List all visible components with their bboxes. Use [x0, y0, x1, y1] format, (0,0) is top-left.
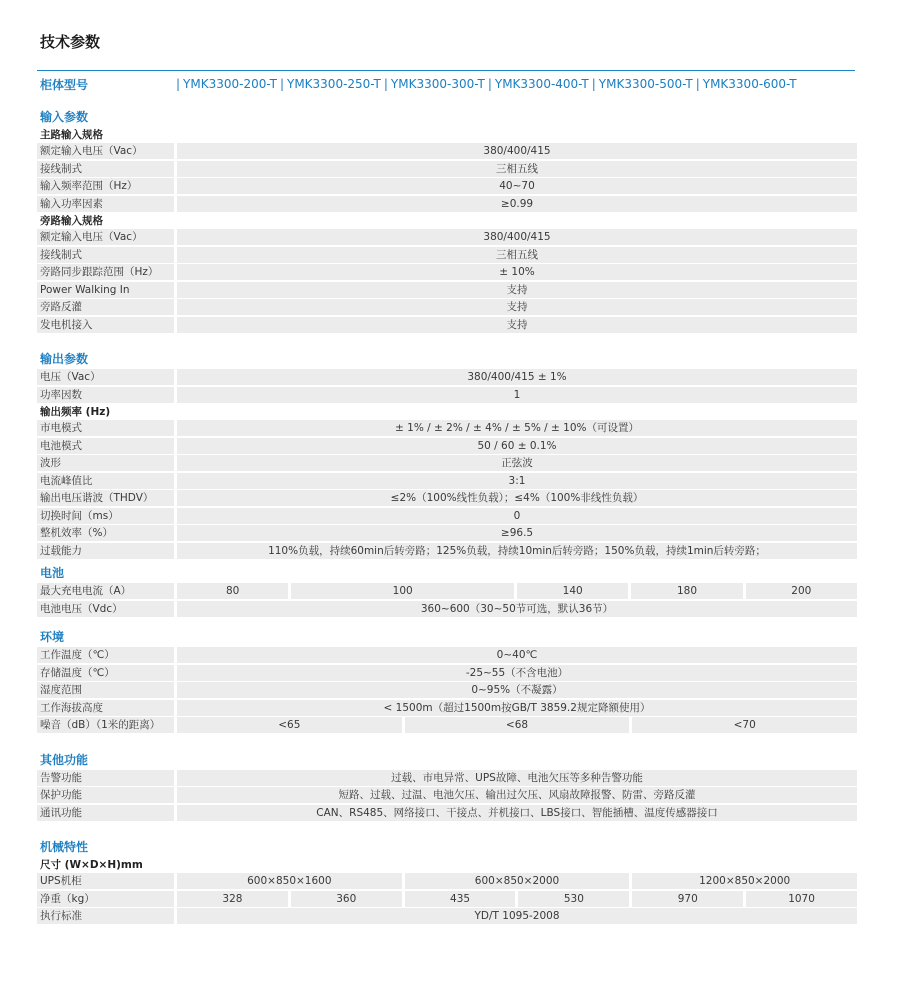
- spec-value: 1200×850×2000: [632, 873, 857, 889]
- spec-label: 噪音（dB）（1米的距离）: [37, 717, 174, 733]
- spec-label: 保护功能: [37, 787, 174, 803]
- spec-label: 切换时间（ms）: [37, 508, 174, 524]
- spec-row: [37, 583, 857, 599]
- subsection-title-dimensions: 尺寸 (W×D×H)mm: [40, 859, 143, 871]
- spec-value: 360: [291, 891, 402, 907]
- spec-value: 短路、过载、过温、电池欠压、输出过欠压、风扇故障报警、防雷、旁路反灌: [177, 787, 857, 803]
- spec-row: [37, 229, 857, 245]
- spec-row: [37, 601, 857, 617]
- spec-label: 发电机接入: [37, 317, 174, 333]
- spec-row: [37, 438, 857, 454]
- spec-value: < 1500m（超过1500m按GB/T 3859.2规定降额使用）: [177, 700, 857, 716]
- spec-value: 110%负载，持续60min后转旁路；125%负载，持续10min后转旁路；150%负载，持续1min后转旁路；: [177, 543, 857, 559]
- spec-value: ≥0.99: [177, 196, 857, 212]
- spec-label: 整机效率（%）: [37, 525, 174, 541]
- spec-value: ± 1% / ± 2% / ± 4% / ± 5% / ± 10%（可设置）: [177, 420, 857, 436]
- spec-label: 输出电压谐波（THDV）: [37, 490, 174, 506]
- spec-value: 180: [631, 583, 742, 599]
- spec-label: 通讯功能: [37, 805, 174, 821]
- section-title-input: 输入参数: [40, 110, 89, 124]
- spec-value: 200: [746, 583, 857, 599]
- model-header-row: [37, 70, 855, 97]
- subsection-title-bypass-input: 旁路输入规格: [40, 215, 103, 227]
- spec-table: [37, 108, 857, 926]
- spec-row: [37, 473, 857, 489]
- spec-row: [37, 508, 857, 524]
- spec-row: [37, 873, 857, 889]
- section-title-other-functions: 其他功能: [40, 752, 89, 767]
- spec-row: [37, 369, 857, 385]
- spec-row: [37, 161, 857, 177]
- spec-value: CAN、RS485、网络接口、干接点、并机接口、LBS接口、智能插槽、温度传感器接口: [177, 805, 857, 821]
- spec-row: [37, 525, 857, 541]
- spec-label: Power Walking In: [37, 282, 174, 298]
- spec-label: 功率因数: [37, 387, 174, 403]
- spec-value: 380/400/415 ± 1%: [177, 369, 857, 385]
- spec-label: 净重（kg）: [37, 891, 174, 907]
- spec-value: 80: [177, 583, 288, 599]
- spec-row: [37, 717, 857, 733]
- subsection-title-output-frequency: 输出频率 (Hz): [40, 406, 111, 418]
- spec-value: 140: [517, 583, 628, 599]
- spec-value: 0~40℃: [177, 647, 857, 663]
- spec-row: [37, 490, 857, 506]
- spec-value: 过载、市电异常、UPS故障、电池欠压等多种告警功能: [177, 770, 857, 786]
- spec-value: 支持: [177, 299, 857, 315]
- spec-row: [37, 247, 857, 263]
- spec-value: ≤2%（100%线性负载）；≤4%（100%非线性负载）: [177, 490, 857, 506]
- spec-label: 湿度范围: [37, 682, 174, 698]
- spec-value: 支持: [177, 317, 857, 333]
- spec-value: <68: [405, 717, 630, 733]
- model-name: YMK3300-500-T: [598, 77, 693, 91]
- spec-value: 3:1: [177, 473, 857, 489]
- spec-value: 970: [632, 891, 743, 907]
- spec-label: 电池电压（Vdc）: [37, 601, 174, 617]
- spec-value: 380/400/415: [177, 143, 857, 159]
- model-name: YMK3300-400-T: [494, 77, 589, 91]
- spec-value: 40~70: [177, 178, 857, 194]
- spec-row: [37, 647, 857, 663]
- spec-row: [37, 770, 857, 786]
- spec-row: [37, 805, 857, 821]
- spec-row: [37, 178, 857, 194]
- spec-label: 执行标准: [37, 908, 174, 924]
- spec-label: 电压（Vac）: [37, 369, 174, 385]
- spec-row: [37, 143, 857, 159]
- model-name: YMK3300-300-T: [390, 77, 485, 91]
- spec-row: [37, 700, 857, 716]
- spec-value: -25~55（不含电池）: [177, 665, 857, 681]
- spec-row: [37, 420, 857, 436]
- spec-label: 电池模式: [37, 438, 174, 454]
- spec-label: 告警功能: [37, 770, 174, 786]
- model-header-label: 柜体型号: [40, 77, 89, 92]
- spec-row: [37, 891, 857, 907]
- spec-label: 输入频率范围（Hz）: [37, 178, 174, 194]
- spec-row: [37, 196, 857, 212]
- section-title-environment: 环境: [40, 630, 65, 644]
- spec-row: [37, 543, 857, 559]
- subsection-title-main-input: 主路输入规格: [40, 129, 103, 141]
- spec-label: UPS机柜: [37, 873, 174, 889]
- spec-row: [37, 787, 857, 803]
- spec-label: 市电模式: [37, 420, 174, 436]
- spec-value: <70: [632, 717, 857, 733]
- page-title: 技术参数: [40, 33, 101, 51]
- spec-value: 0~95%（不凝露）: [177, 682, 857, 698]
- spec-row: [37, 387, 857, 403]
- spec-label: 最大充电电流（A）: [37, 583, 174, 599]
- spec-value: 360~600（30~50节可选，默认36节）: [177, 601, 857, 617]
- spec-value: 1: [177, 387, 857, 403]
- spec-label: 电流峰值比: [37, 473, 174, 489]
- spec-value: 100: [291, 583, 514, 599]
- spec-label: 旁路同步跟踪范围（Hz）: [37, 264, 174, 280]
- spec-label: 过载能力: [37, 543, 174, 559]
- spec-label: 波形: [37, 455, 174, 471]
- spec-row: [37, 282, 857, 298]
- spec-label: 输入功率因素: [37, 196, 174, 212]
- section-title-output: 输出参数: [40, 352, 89, 366]
- spec-label: 工作温度（℃）: [37, 647, 174, 663]
- spec-value: ≥96.5: [177, 525, 857, 541]
- spec-value: ± 10%: [177, 264, 857, 280]
- spec-value: 正弦波: [177, 455, 857, 471]
- model-name: YMK3300-200-T: [183, 77, 277, 91]
- spec-row: [37, 665, 857, 681]
- spec-row: [37, 908, 857, 924]
- spec-label: 额定输入电压（Vac）: [37, 143, 174, 159]
- spec-value: 328: [177, 891, 288, 907]
- spec-row: [37, 682, 857, 698]
- spec-value: 600×850×1600: [177, 873, 402, 889]
- spec-value: <65: [177, 717, 402, 733]
- spec-value: 三相五线: [177, 161, 857, 177]
- spec-label: 存储温度（℃）: [37, 665, 174, 681]
- section-title-battery: 电池: [40, 566, 65, 580]
- spec-value: 530: [518, 891, 629, 907]
- spec-row: [37, 317, 857, 333]
- spec-value: 50 / 60 ± 0.1%: [177, 438, 857, 454]
- spec-row: [37, 455, 857, 471]
- spec-label: 旁路反灌: [37, 299, 174, 315]
- model-name: YMK3300-250-T: [286, 77, 381, 91]
- spec-value: 435: [405, 891, 516, 907]
- spec-value: 三相五线: [177, 247, 857, 263]
- spec-value: YD/T 1095-2008: [177, 908, 857, 924]
- model-list: | YMK3300-200-T | YMK3300-250-T | YMK3300-300-T | YMK3300-400-T | YMK3300-500-T | YMK3300-600-T: [176, 77, 855, 91]
- spec-label: 工作海拔高度: [37, 700, 174, 716]
- spec-row: [37, 264, 857, 280]
- spec-label: 接线制式: [37, 161, 174, 177]
- spec-value: 600×850×2000: [405, 873, 630, 889]
- spec-value: 1070: [746, 891, 857, 907]
- spec-value: 380/400/415: [177, 229, 857, 245]
- spec-value: 支持: [177, 282, 857, 298]
- spec-label: 额定输入电压（Vac）: [37, 229, 174, 245]
- spec-row: [37, 299, 857, 315]
- section-title-mechanical: 机械特性: [40, 840, 89, 854]
- model-name: YMK3300-600-T: [702, 77, 797, 91]
- spec-label: 接线制式: [37, 247, 174, 263]
- spec-value: 0: [177, 508, 857, 524]
